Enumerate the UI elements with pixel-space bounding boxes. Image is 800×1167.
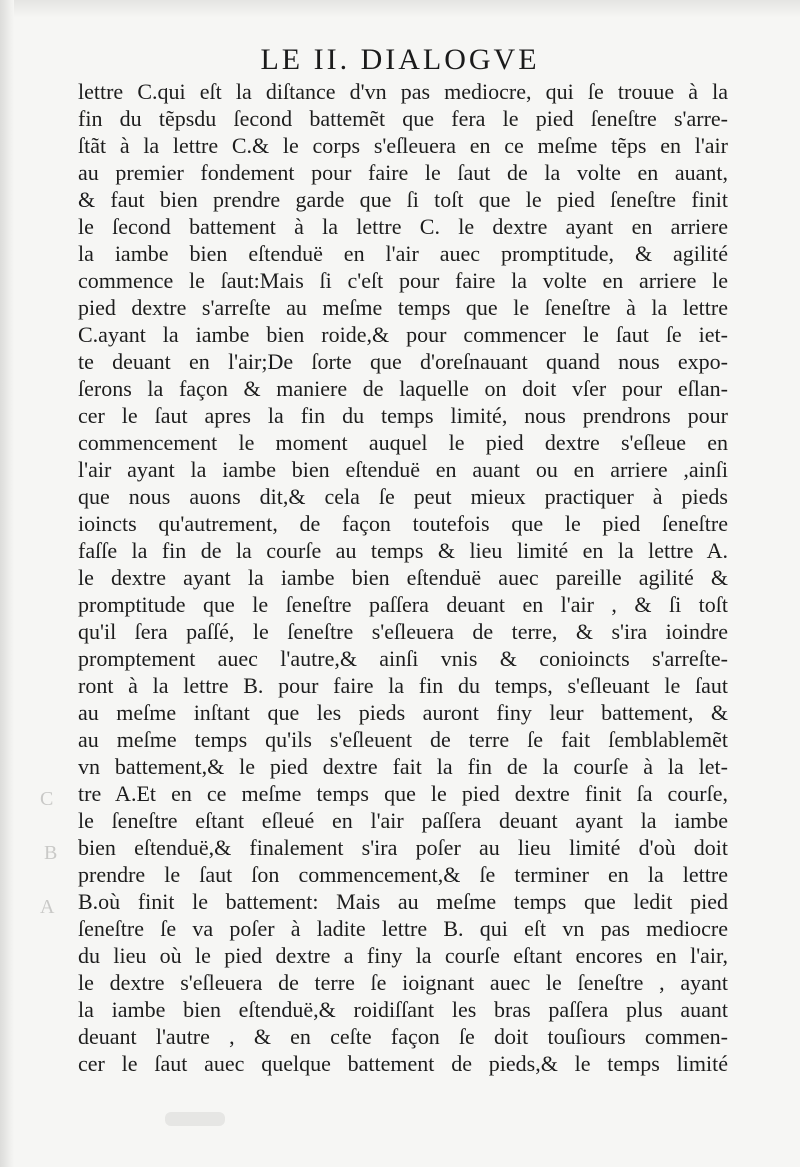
body-text: [78, 78, 728, 1077]
text-line: le ſecond battement à la lettre C. le dextre ayant en arriere: [78, 214, 728, 239]
text-line: deuant l'autre , & en ceſte façon ſe doit touſiours commen-: [78, 1024, 728, 1049]
text-line: au meſme inſtant que les pieds auront finy leur battement, &: [78, 700, 728, 725]
text-line: le ſeneſtre eſtant eſleué en l'air paſſera deuant ayant la iambe: [78, 808, 728, 833]
text-line: ront à la lettre B. pour faire la fin du temps, s'eſleuant le ſaut: [78, 673, 728, 698]
text-line: tre A.Et en ce meſme temps que le pied dextre finit ſa courſe,: [78, 781, 728, 806]
text-line: C.ayant la iambe bien roide,& pour commencer le ſaut ſe iet-: [78, 322, 728, 347]
text-line: ſerons la façon & maniere de laquelle on doit vſer pour eſlan-: [78, 376, 728, 401]
text-line: promptitude que le ſeneſtre paſſera deuant en l'air , & ſi toſt: [78, 592, 728, 617]
text-line: qu'il ſera paſſé, le ſeneſtre s'eſleuera de terre, & s'ira ioindre: [78, 619, 728, 644]
page-edge-shadow-top: [0, 0, 800, 18]
text-line: que nous auons dit,& cela ſe peut mieux practiquer à pieds: [78, 484, 728, 509]
ink-smudge: [165, 1112, 225, 1126]
text-line: fin du tẽpsdu ſecond battemẽt que fera le pied ſeneſtre s'arre-: [78, 106, 728, 131]
text-line: bien eſtenduë,& finalement s'ira poſer au lieu limité d'où doit: [78, 835, 728, 860]
text-line: commencement le moment auquel le pied dextre s'eſleue en: [78, 430, 728, 455]
text-line: le dextre s'eſleuera de terre ſe ioignant auec le ſeneſtre , ayant: [78, 970, 728, 995]
margin-show-through-letter: C: [40, 788, 54, 810]
text-line: commence le ſaut:Mais ſi c'eſt pour faire la volte en arriere le: [78, 268, 728, 293]
running-head: LE II. DIALOGVE: [260, 43, 540, 76]
text-line: du lieu où le pied dextre a finy la courſe eſtant encores en l'air,: [78, 943, 728, 968]
text-line: la iambe bien eſtenduë en l'air auec promptitude, & agilité: [78, 241, 728, 266]
text-line: ſeneſtre ſe va poſer à ladite lettre B. qui eſt vn pas mediocre: [78, 916, 728, 941]
text-line: pied dextre s'arreſte au meſme temps que le ſeneſtre à la lettre: [78, 295, 728, 320]
margin-show-through-letter: A: [40, 896, 55, 918]
text-line: la iambe bien eſtenduë,& roidiſſant les bras paſſera plus auant: [78, 997, 728, 1022]
text-line: prendre le ſaut ſon commencement,& ſe terminer en la lettre: [78, 862, 728, 887]
text-line: faſſe la fin de la courſe au temps & lieu limité en la lettre A.: [78, 538, 728, 563]
text-line: ſtãt à la lettre C.& le corps s'eſleuera en ce meſme tẽps en l'air: [78, 133, 728, 158]
text-line: lettre C.qui eſt la diſtance d'vn pas mediocre, qui ſe trouue à la: [78, 79, 728, 104]
margin-show-through-letter: B: [44, 842, 58, 864]
page-edge-shadow-left: [0, 0, 14, 1167]
text-line: B.où finit le battement: Mais au meſme temps que ledit pied: [78, 889, 728, 914]
text-line: cer le ſaut auec quelque battement de pieds,& le temps limité: [78, 1051, 728, 1076]
text-line: & faut bien prendre garde que ſi toſt que le pied ſeneſtre finit: [78, 187, 728, 212]
text-line: te deuant en l'air;De ſorte que d'oreſnauant quand nous expo-: [78, 349, 728, 374]
text-line: cer le ſaut apres la fin du temps limité, nous prendrons pour: [78, 403, 728, 428]
text-line: promptement auec l'autre,& ainſi vnis & conioincts s'arreſte-: [78, 646, 728, 671]
text-line: ioincts qu'autrement, de façon toutefois que le pied ſeneſtre: [78, 511, 728, 536]
text-line: au premier fondement pour faire le ſaut de la volte en auant,: [78, 160, 728, 185]
text-line: au meſme temps qu'ils s'eſleuent de terre ſe fait ſemblablemẽt: [78, 727, 728, 752]
text-line: vn battement,& le pied dextre fait la fin de la courſe à la let-: [78, 754, 728, 779]
text-line: le dextre ayant la iambe bien eſtenduë auec pareille agilité &: [78, 565, 728, 590]
text-line: l'air ayant la iambe bien eſtenduë en auant ou en arriere ,ainſi: [78, 457, 728, 482]
